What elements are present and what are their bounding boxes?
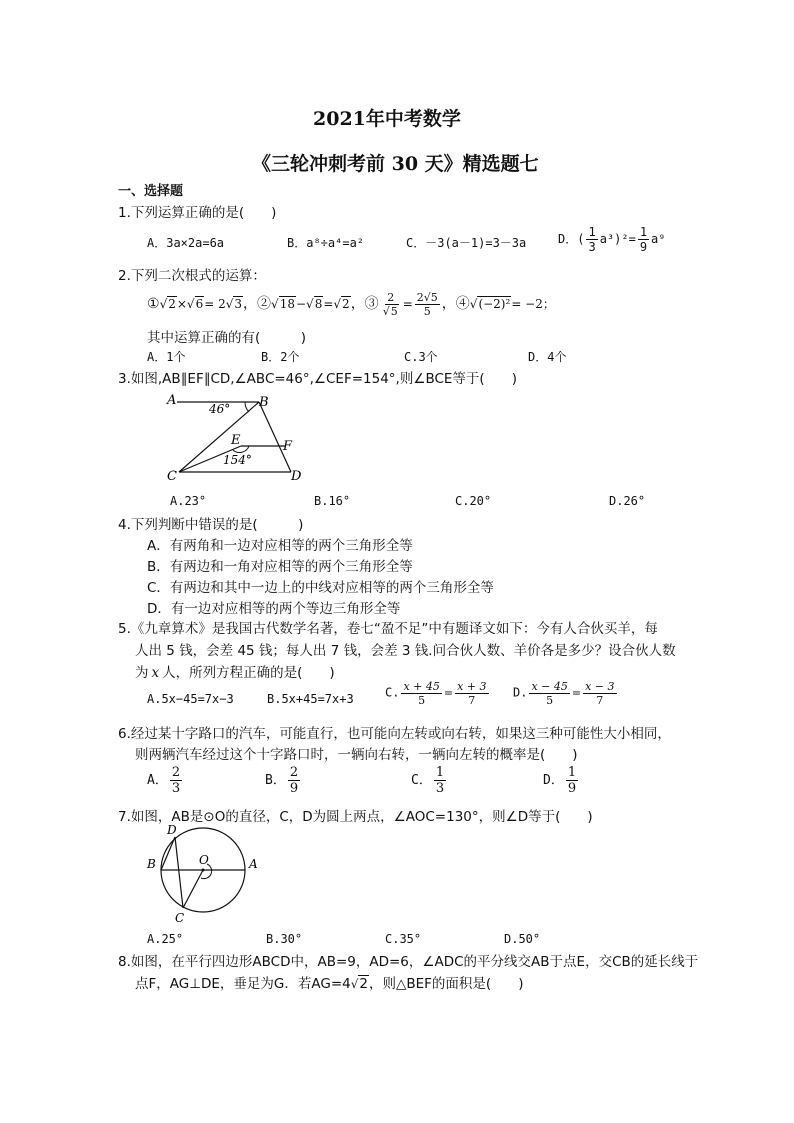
q6-b-den: 9 xyxy=(289,781,299,796)
q2-option-c: C.3个 xyxy=(404,350,438,364)
q4-option-b: B．有两边和一角对应相等的两个三角形全等 xyxy=(147,559,413,575)
q3-label-a: A xyxy=(167,393,177,408)
q5-c-num2: x + 3 xyxy=(457,680,487,693)
q6-c-num: 1 xyxy=(435,765,445,780)
q8-line2-post: ，则△BEF的面积是( ) xyxy=(368,976,524,992)
q1-d-den2: 9 xyxy=(639,240,648,254)
q5-c-den1: 5 xyxy=(418,694,426,707)
q6-option-c xyxy=(411,766,448,795)
q6-b-num: 2 xyxy=(289,765,299,780)
q2-e1-x: × xyxy=(176,297,187,311)
q6-a-label: A． xyxy=(147,773,168,788)
q5-option-b: B.5x+45=7x+3 xyxy=(267,692,354,706)
q3-label-c: C xyxy=(167,469,177,482)
q5-line3-post: 人，所列方程正确的是( ) xyxy=(162,665,335,681)
q4-option-a: A．有两角和一边对应相等的两个三角形全等 xyxy=(147,538,413,554)
q3-angle-154: 154° xyxy=(223,453,252,467)
q5-d-num2: x − 3 xyxy=(585,680,615,693)
q5-c-eq: = xyxy=(443,686,454,700)
q6-a-den: 3 xyxy=(171,781,181,796)
q3-option-c: C.20° xyxy=(455,494,492,508)
q2-e1-c: 3 xyxy=(234,297,243,311)
q5-option-c xyxy=(385,681,491,706)
q2-expressions: ①√2×√6= 2√3，②√18−√8=√2，③ $\frac{2}{√5}$ = $\frac{2√5}{5}$ ，④√(−2)²= −2； xyxy=(147,291,555,318)
q2-e3-den-wrap: √5 xyxy=(382,305,398,318)
q1-option-c: C．－3(a－1)=3－3a xyxy=(406,236,527,250)
q3-figure xyxy=(165,390,315,482)
q2-option-a: A．1个 xyxy=(147,350,186,364)
q6-b-label: B． xyxy=(265,773,286,788)
q2-e2-c: 2 xyxy=(342,297,350,311)
q5-var-x: x xyxy=(151,665,160,681)
page-title: 2021年中考数学 xyxy=(313,108,461,130)
question-6-line-2: 则两辆汽车经过这个十字路口时，一辆向右转，一辆向左转的概率是( ) xyxy=(135,747,578,763)
q2-e3-mark: ，③ xyxy=(350,296,379,312)
q6-c-label: C． xyxy=(411,773,432,788)
q3-label-b: B xyxy=(259,395,269,410)
q2-e4-mark: ，④ xyxy=(441,296,470,312)
q5-c-num1: x + 45 xyxy=(403,680,440,693)
q1-d-den1: 3 xyxy=(588,240,596,254)
q1-d-num1: 1 xyxy=(588,225,596,239)
q5-line3-pre: 为 xyxy=(135,665,149,681)
q3-label-f: F xyxy=(283,439,293,454)
q5-d-den1: 5 xyxy=(546,694,554,707)
q2-e1-b: 6 xyxy=(195,297,204,311)
q5-c-den2: 7 xyxy=(468,694,476,707)
q7-option-d: D.50° xyxy=(504,932,541,946)
q6-d-label: D． xyxy=(543,773,564,788)
q2-e3-den: 5 xyxy=(390,305,398,318)
section-heading: 一、选择题 xyxy=(118,184,184,199)
q6-option-d xyxy=(543,766,580,795)
q7-option-a: A.25° xyxy=(147,932,184,946)
question-3-stem: 3.如图,AB∥EF∥CD,∠ABC=46°,∠CEF=154°,则∠BCE等于( ) xyxy=(118,371,517,387)
q7-label-d: D xyxy=(167,823,177,837)
q2-e2-b: 8 xyxy=(314,297,323,311)
q2-e3-num2: 2√5 xyxy=(416,291,438,304)
q6-option-b xyxy=(265,766,302,795)
q6-c-den: 3 xyxy=(435,781,445,796)
q7-label-b: B xyxy=(147,857,156,871)
q2-e2-m: − xyxy=(295,297,307,311)
q2-e1-a: 2 xyxy=(168,297,176,311)
question-7-stem: 7.如图，AB是⊙O的直径，C，D为圆上两点，∠AOC=130°，则∠D等于( ) xyxy=(118,809,593,825)
q5-d-label: D. xyxy=(513,685,528,700)
q4-option-d: D．有一边对应相等的两个等边三角形全等 xyxy=(147,601,401,617)
q1-d-mid: a³)²= xyxy=(599,232,636,246)
q6-d-num: 1 xyxy=(567,765,577,780)
q5-option-a: A.5x−45=7x−3 xyxy=(147,692,234,706)
q5-d-den2: 7 xyxy=(596,694,604,707)
question-5-line-1: 5.《九章算术》是我国古代数学名著，卷七“盈不足”中有题译文如下：今有人合伙买羊，每 xyxy=(118,621,658,637)
q1-option-b: B．a⁸÷a⁴=a² xyxy=(287,236,365,250)
q3-option-b: B.16° xyxy=(314,494,351,508)
q3-option-a: A.23° xyxy=(170,494,207,508)
q7-option-b: B.30° xyxy=(266,932,303,946)
q4-option-c: C．有两边和其中一边上的中线对应相等的两个三角形全等 xyxy=(147,580,494,596)
q2-e2-a: 18 xyxy=(279,297,295,311)
q5-c-label: C. xyxy=(385,685,400,700)
q8-line2-rad: 2 xyxy=(359,976,368,992)
q2-e4-rad: (−2)² xyxy=(478,297,511,311)
q3-option-d: D.26° xyxy=(609,494,646,508)
q1-option-a: A．3a×2a=6a xyxy=(147,236,225,250)
question-8-line-2: 点F，AG⊥DE，垂足为G．若AG=4√2，则△BEF的面积是( ) xyxy=(135,976,524,992)
q2-e1-eq: = 2 xyxy=(204,297,226,311)
q6-option-a xyxy=(147,766,184,795)
q1-d-post: a⁹ xyxy=(651,232,666,246)
q3-label-d: D xyxy=(291,469,302,482)
q7-label-a: A xyxy=(249,857,258,871)
question-8-line-1: 8.如图，在平行四边形ABCD中，AB=9，AD=6，∠ADC的平分线交AB于点E，交CB的延长线于 xyxy=(118,954,699,970)
q1-option-d xyxy=(558,226,666,253)
question-5-line-3 xyxy=(135,661,335,681)
q5-d-eq: = xyxy=(571,686,582,700)
q7-option-c: C.35° xyxy=(385,932,422,946)
q3-label-e: E xyxy=(231,433,241,448)
q3-angle-46: 46° xyxy=(209,402,231,416)
question-4-stem: 4.下列判断中错误的是( ) xyxy=(118,517,304,533)
q1-d-num2: 1 xyxy=(639,225,648,239)
page-subtitle: 《三轮冲刺考前 30 天》精选题七 xyxy=(252,153,539,175)
q2-e3-den2: 5 xyxy=(423,305,431,318)
q6-a-num: 2 xyxy=(171,765,181,780)
q7-figure xyxy=(143,822,263,926)
q8-line2-pre: 点F，AG⊥DE，垂足为G．若AG=4 xyxy=(135,976,351,992)
question-5-line-2: 人出 5 钱，会差 45 钱；每人出 7 钱，会差 3 钱.问合伙人数、羊价各是多少？设合伙人数 xyxy=(135,643,676,659)
q2-e3-num: 2 xyxy=(387,291,395,304)
q5-option-d xyxy=(513,681,619,706)
q2-e4-eq: = −2； xyxy=(511,297,555,311)
q2-e2-eq: = xyxy=(323,297,334,311)
question-1-stem: 1.下列运算正确的是( ) xyxy=(118,205,277,221)
q2-e3-eq: = xyxy=(402,297,413,311)
q2-e1-mark: ① xyxy=(147,296,160,312)
question-6-line-1: 6.经过某十字路口的汽车，可能直行，也可能向左转或向右转，如果这三种可能性大小相同， xyxy=(118,726,671,742)
q2-which: 其中运算正确的有( ) xyxy=(147,330,307,346)
q2-option-b: B．2个 xyxy=(261,350,300,364)
q7-label-c: C xyxy=(175,911,185,925)
question-2-stem: 2.下列二次根式的运算： xyxy=(118,268,266,284)
q5-d-num1: x − 45 xyxy=(531,680,568,693)
q2-e2-mark: ，② xyxy=(243,296,272,312)
q6-d-den: 9 xyxy=(567,781,577,796)
q1-d-prefix: D．( xyxy=(558,232,585,246)
q2-option-d: D．4个 xyxy=(528,350,567,364)
q7-label-o: O xyxy=(199,853,209,867)
